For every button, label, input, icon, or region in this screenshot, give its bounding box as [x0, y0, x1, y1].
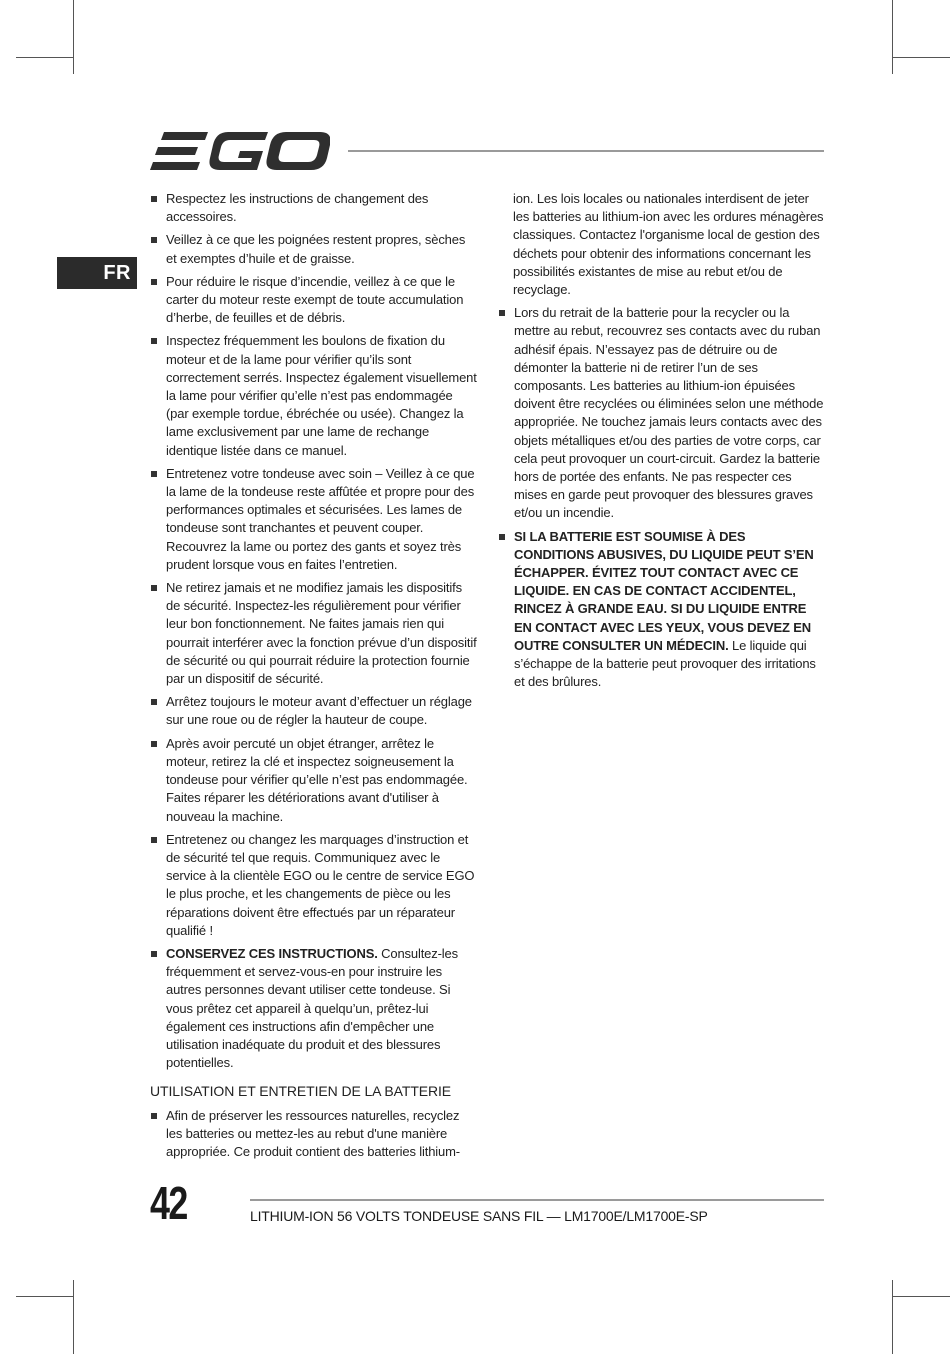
- list-item: Inspectez fréquemment les boulons de fixation du moteur et de la lame pour vérifier qu’ils sont correctement serrés. Inspectez également visuellement la lame pour vérifier qu’elle n’est pas endommagée (par exemple tordue, ébréchée ou usée). Changez la lame exclusivement par une lame de rechange identique listée dans ce manuel.: [150, 332, 478, 459]
- list-item: CONSERVEZ CES INSTRUCTIONS. Consultez-les fréquemment et servez-vous-en pour instruire les autres personnes devant utiliser cette tondeuse. Si vous prêtez cet appareil à quelqu’un, prêtez-lui également ces instructions afin d'empêcher une utilisation inadéquate du produit et des blessures potentielles.: [150, 945, 478, 1072]
- logo-letters: [150, 132, 330, 170]
- left-column: [150, 190, 478, 1166]
- footer-rule: [250, 1199, 824, 1201]
- crop-mark: [16, 57, 74, 58]
- crop-mark: [73, 0, 74, 74]
- crop-mark: [73, 1280, 74, 1354]
- warning-bold: SI LA BATTERIE EST SOUMISE À DES CONDITIONS ABUSIVES, DU LIQUIDE PEUT S’EN ÉCHAPPER. ÉVITEZ TOUT CONTACT AVEC CE LIQUIDE. EN CAS DE CONTACT ACCIDENTEL, RINCEZ À GRANDE EAU. SI DU LIQUIDE ENTRE EN CONTACT AVEC LES YEUX, VOUS DEVEZ EN OUTRE CONSULTER UN MÉDECIN.: [514, 528, 814, 653]
- left-bullet-list: [150, 190, 478, 1072]
- page-number: 42: [150, 1177, 187, 1229]
- list-item: Arrêtez toujours le moteur avant d’effectuer un réglage sur une roue ou de régler la hauteur de coupe.: [150, 693, 478, 729]
- right-column: [498, 190, 824, 696]
- list-item: Entretenez votre tondeuse avec soin – Veillez à ce que la lame de la tondeuse reste affûtée et propre pour des performances optimales et sécurisées. Les lames de tondeuse sont tranchantes et peuvent couper. Recouvrez la lame ou portez des gants et soyez très prudent lorsque vous en faites l’entretien.: [150, 465, 478, 574]
- crop-mark: [892, 57, 950, 58]
- crop-mark: [892, 1280, 893, 1354]
- right-bullet-list: [498, 304, 824, 691]
- section-heading: UTILISATION ET ENTRETIEN DE LA BATTERIE: [150, 1083, 452, 1100]
- crop-mark: [892, 0, 893, 74]
- language-tab: FR: [57, 257, 137, 289]
- crop-mark: [16, 1296, 74, 1297]
- ego-logo: [150, 130, 330, 172]
- crop-mark: [892, 1296, 950, 1297]
- battery-bullet-list: [150, 1107, 478, 1162]
- list-item: Veillez à ce que les poignées restent propres, sèches et exemptes d’huile et de graisse.: [150, 231, 478, 267]
- header-rule: [348, 150, 824, 152]
- list-item: Afin de préserver les ressources naturelles, recyclez les batteries ou mettez-les au rebut d'une manière appropriée. Ce produit contient des batteries lithium-: [150, 1107, 478, 1162]
- list-item: Ne retirez jamais et ne modifiez jamais les dispositifs de sécurité. Inspectez-les régulièrement pour vérifier leur bon fonctionnement. Ne faites jamais rien qui pourrait interférer avec la fonction prévue d’un dispositif de sécurité ou qui pourrait réduire la protection fournie par un dispositif de sécurité.: [150, 579, 478, 688]
- list-item: Lors du retrait de la batterie pour la recycler ou la mettre au rebut, recouvrez ses contacts avec du ruban adhésif épais. N’essayez pas de détruire ou de démonter la batterie ni de retirer l’un de ses composants. Les batteries au lithium-ion épuisées doivent être recyclées ou éliminées selon une méthode appropriée. Ne touchez jamais leurs contacts avec des objets métalliques et/ou des parties de votre corps, car cela peut provoquer un court-circuit. Gardez la batterie hors de portée des enfants. Ne pas respecter ces mises en garde peut provoquer des blessures graves et/ou un incendie.: [498, 304, 824, 522]
- bold-lead: CONSERVEZ CES INSTRUCTIONS.: [166, 945, 378, 961]
- list-item: Après avoir percuté un objet étranger, arrêtez le moteur, retirez la clé et inspectez soigneusement la tondeuse pour vérifier qu’elle n’est pas endommagée. Faites réparer les détériorations avant d'utiliser à nouveau la machine.: [150, 735, 478, 826]
- list-item: Entretenez ou changez les marquages d’instruction et de sécurité tel que requis. Communiquez avec le service à la clientèle EGO ou le centre de service EGO le plus proche, et les changements de pièce ou les réparations doivent être effectués par un réparateur qualifié !: [150, 831, 478, 940]
- footer-title: LITHIUM-ION 56 VOLTS TONDEUSE SANS FIL — LM1700E/LM1700E-SP: [250, 1208, 708, 1224]
- continued-paragraph: ion. Les lois locales ou nationales interdisent de jeter les batteries au lithium-ion avec les ordures ménagères classiques. Contactez l'organisme local de gestion des déchets pour obtenir des informations concernant les possibilités existantes de mise au rebut et/ou de recyclage.: [513, 191, 824, 298]
- list-item: Respectez les instructions de changement des accessoires.: [150, 190, 478, 226]
- list-item: SI LA BATTERIE EST SOUMISE À DES CONDITIONS ABUSIVES, DU LIQUIDE PEUT S’EN ÉCHAPPER. ÉVITEZ TOUT CONTACT AVEC CE LIQUIDE. EN CAS DE CONTACT ACCIDENTEL, RINCEZ À GRANDE EAU. SI DU LIQUIDE ENTRE EN CONTACT AVEC LES YEUX, VOUS DEVEZ EN OUTRE CONSULTER UN MÉDECIN. Le liquide qui s’échappe de la batterie peut provoquer des irritations et des brûlures.: [498, 528, 824, 692]
- list-item: Pour réduire le risque d’incendie, veillez à ce que le carter du moteur reste exempt de toute accumulation d’herbe, de feuilles et de débris.: [150, 273, 478, 328]
